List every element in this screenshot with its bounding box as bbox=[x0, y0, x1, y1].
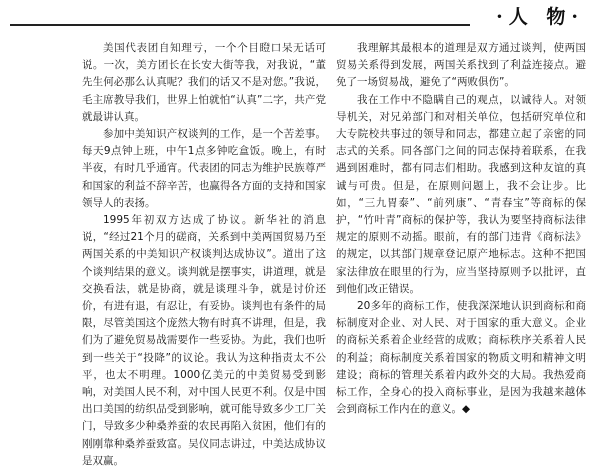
paragraph: 参加中美知识产权谈判的工作，是一个苦差事。每天9点钟上班，中午1点多钟吃盒饭。晚上，有时半夜，有时几乎通宵。代表团的同志为维护民族尊严和国家的利益不辞辛苦，也赢得各方面的支持和国家领导人的表扬。 bbox=[82, 128, 326, 209]
paragraph: 我理解其最根本的道理是双方通过谈判，使两国贸易关系得到发展，两国关系找到了利益连接点。避免了一场贸易战，避免了“两败俱伤”。 bbox=[336, 42, 586, 89]
paragraph: 我在工作中不隐瞒自己的观点，以诚待人。对领导机关，对兄弟部门和对相关单位，包括研究单位和大专院校共事过的领导和同志，都建立起了亲密的同志式的关系。同各部门之间的同志保持着联系，在我遇到困难时，都有同志们相助。我感到这种友谊的真诚与可贵。但是，在原则问题上，我不会让步。比如，“三九胃泰”、“前列康”、“青春宝”等商标的保护，“竹叶青”商标的保护等，我认为要坚持商标法律规定的原则不动摇。眼前，有的部门违背《商标法》的规定，以其部门规章登记原产地标志。这种不把国家法律放在眼里的行为，应当坚持原则予以批评，直到他们改正错误。 bbox=[336, 93, 586, 295]
paragraph: 美国代表团自知理亏，一个个目瞪口呆无话可说。一次，美方团长在长安大街等我，对我说，“董先生何必那么认真呢？我们的话又不是对您。”我说，毛主席教导我们，世界上怕就怕“认真”二字，共产党就最讲认真。 bbox=[82, 42, 326, 123]
page-header bbox=[0, 0, 600, 34]
header-rule bbox=[10, 24, 470, 26]
paragraph-last bbox=[336, 298, 586, 418]
article-right-column bbox=[336, 40, 586, 418]
paragraph: 1995年初双方达成了协议。新华社的消息说，“经过21个月的磋商，关系到中美两国贸易乃至两国关系的中美知识产权谈判达成协议”。道出了这个谈判结果的意义。谈判就是摆事实，讲道理，就是交换看法，就是协商，就是谈理斗争，就是讨价还价，有进有退，有忍让，有妥协。谈判也有条件的局限，尽管美国这个庞然大物有时真不讲理，但是，我们为了避免贸易战需要作一些妥协。为此，我们也听到一些关于“投降”的议论。我认为这种指责太不公平，也太不明理。1000亿美元的中美贸易受到影响，对美国人民不利，对中国人民更不利。仅是中国出口美国的纺织品受到影响，就可能导致多少工厂关门，导致多少种桑养蚕的农民再陷入贫困，他们有的刚刚靠种桑养蚕致富。吴仪同志讲过，中美达成协议是双赢。 bbox=[82, 214, 326, 467]
section-title: ·人 物· bbox=[496, 6, 584, 28]
article-left-column bbox=[82, 40, 326, 470]
end-mark-icon: ◆ bbox=[462, 403, 471, 416]
paragraph-text: 20多年的商标工作，使我深深地认识到商标和商标制度对企业、对人民、对于国家的重大意义。企业的商标关系着企业经营的成败；商标秩序关系着人民的利益；商标制度关系着国家的物质文明和精神文明建设；商标的管理关系着内政外交的大局。我热爱商标工作，全身心的投入商标事业，是因为我越来越体会到商标工作内在的意义。 bbox=[336, 300, 586, 416]
